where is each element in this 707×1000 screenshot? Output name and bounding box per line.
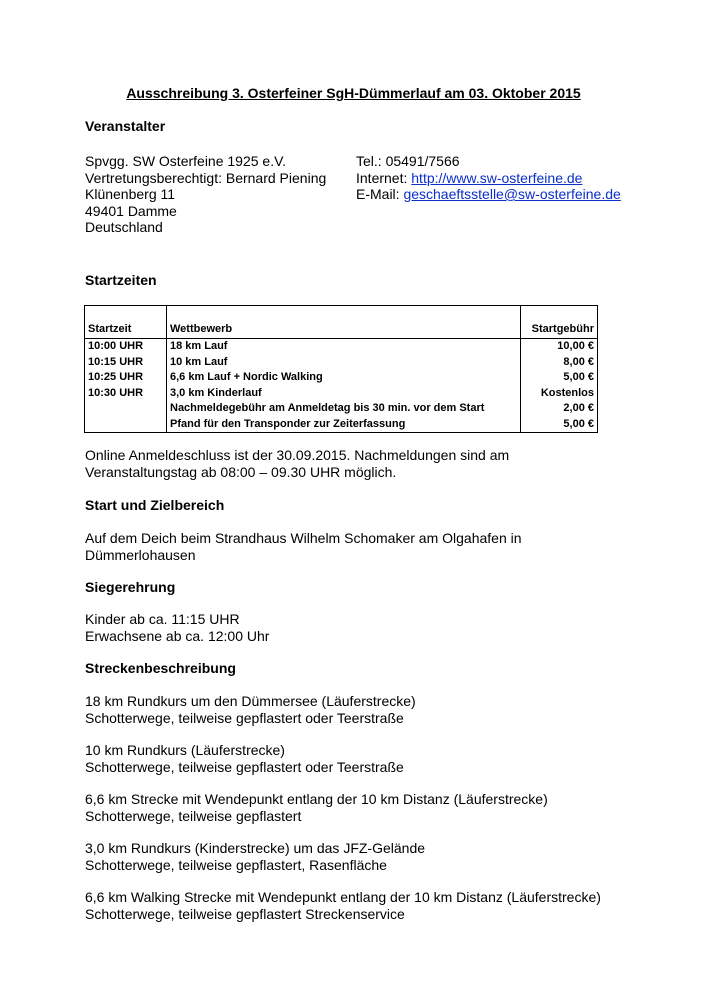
cell-fee: 10,00 €: [557, 340, 594, 352]
cell-fee: 5,00 €: [563, 371, 594, 383]
cell-time: 10:00 UHR: [85, 339, 167, 355]
internet-line: [356, 170, 621, 187]
cell-fee: Kostenlos: [540, 386, 594, 399]
cell-event: Pfand für den Transponder zur Zeiterfassung: [167, 417, 521, 433]
registration-info: [85, 447, 509, 480]
route-surface: Schotterwege, teilweise gepflastert oder Teerstraße: [85, 709, 404, 726]
cell-time: [85, 401, 167, 417]
cell-event: 3,0 km Kinderlauf: [167, 386, 521, 402]
start-ziel-text: [85, 530, 522, 563]
route-item: [85, 791, 548, 824]
route-title: 18 km Rundkurs um den Dümmersee (Läuferstrecke): [85, 693, 416, 709]
heading-strecken: Streckenbeschreibung: [85, 660, 236, 676]
start-times-table: [84, 305, 598, 433]
heading-start-ziel: Start und Zielbereich: [85, 497, 225, 513]
col-header-startzeit: Startzeit: [85, 306, 167, 339]
table-row: [85, 355, 598, 371]
route-title: 6,6 km Strecke mit Wendepunkt entlang der 10 km Distanz (Läuferstrecke): [85, 791, 548, 807]
cell-time: [85, 417, 167, 433]
cell-event: 18 km Lauf: [167, 339, 521, 355]
route-surface: Schotterwege, teilweise gepflastert: [85, 807, 302, 824]
cell-event: 10 km Lauf: [167, 355, 521, 371]
registration-line: Veranstaltungstag ab 08:00 – 09.30 UHR möglich.: [85, 463, 397, 480]
address-line: Klünenberg 11: [85, 186, 176, 202]
cell-fee: 5,00 €: [563, 417, 594, 430]
text-line: Auf dem Deich beim Strandhaus Wilhelm Schomaker am Olgahafen in: [85, 530, 522, 546]
table-row: [85, 386, 598, 402]
route-surface: Schotterwege, teilweise gepflastert Streckenservice: [85, 905, 405, 922]
address-line: Spvgg. SW Osterfeine 1925 e.V.: [85, 153, 287, 169]
website-link[interactable]: http://www.sw-osterfeine.de: [411, 169, 583, 186]
address-line: Deutschland: [85, 219, 163, 235]
text-line: Kinder ab ca. 11:15 UHR: [85, 611, 240, 627]
address-line: 49401 Damme: [85, 202, 177, 219]
table-row: [85, 401, 598, 417]
internet-label: Internet:: [356, 169, 412, 186]
page-title: Ausschreibung 3. Osterfeiner SgH-Dümmerlauf am 03. Oktober 2015: [126, 85, 581, 101]
cell-fee: 2,00 €: [563, 402, 594, 414]
address-line: Vertretungsberechtigt: Bernard Piening: [85, 169, 327, 186]
route-surface: Schotterwege, teilweise gepflastert oder Teerstraße: [85, 758, 404, 775]
siegerehrung-text: [85, 611, 269, 644]
email-link[interactable]: geschaeftsstelle@sw-osterfeine.de: [403, 186, 621, 202]
cell-event: Nachmeldegebühr am Anmeldetag bis 30 min. vor dem Start: [167, 401, 521, 417]
email-label: E-Mail:: [356, 186, 404, 202]
route-title: 3,0 km Rundkurs (Kinderstrecke) um das JFZ-Gelände: [85, 840, 426, 856]
col-header-startgebuehr: Startgebühr: [521, 306, 598, 339]
table-row: [85, 417, 598, 433]
route-item: [85, 742, 404, 775]
organizer-address: [85, 153, 326, 236]
cell-fee: 8,00 €: [563, 355, 594, 368]
route-item: [85, 693, 416, 726]
text-line: Dümmerlohausen: [85, 546, 196, 563]
route-title: 10 km Rundkurs (Läuferstrecke): [85, 742, 285, 758]
cell-event: 6,6 km Lauf + Nordic Walking: [167, 370, 521, 386]
cell-time: 10:25 UHR: [85, 370, 167, 386]
heading-startzeiten: Startzeiten: [85, 272, 157, 288]
route-item: [85, 840, 425, 873]
route-title: 6,6 km Walking Strecke mit Wendepunkt entlang der 10 km Distanz (Läuferstrecke): [85, 889, 601, 905]
organizer-contact: [356, 153, 621, 203]
route-surface: Schotterwege, teilweise gepflastert, Rasenfläche: [85, 856, 387, 873]
col-header-wettbewerb: Wettbewerb: [167, 306, 521, 339]
table-row: [85, 370, 598, 386]
cell-time: 10:15 UHR: [85, 355, 167, 371]
heading-siegerehrung: Siegerehrung: [85, 579, 176, 595]
table-header-row: [85, 306, 598, 339]
phone: Tel.: 05491/7566: [356, 153, 460, 169]
heading-veranstalter: Veranstalter: [85, 118, 166, 134]
email-line: [356, 186, 621, 203]
cell-time: 10:30 UHR: [85, 386, 167, 402]
registration-line: Online Anmeldeschluss ist der 30.09.2015. Nachmeldungen sind am: [85, 447, 510, 463]
table-row: [85, 339, 598, 355]
route-item: [85, 889, 601, 922]
text-line: Erwachsene ab ca. 12:00 Uhr: [85, 627, 270, 644]
